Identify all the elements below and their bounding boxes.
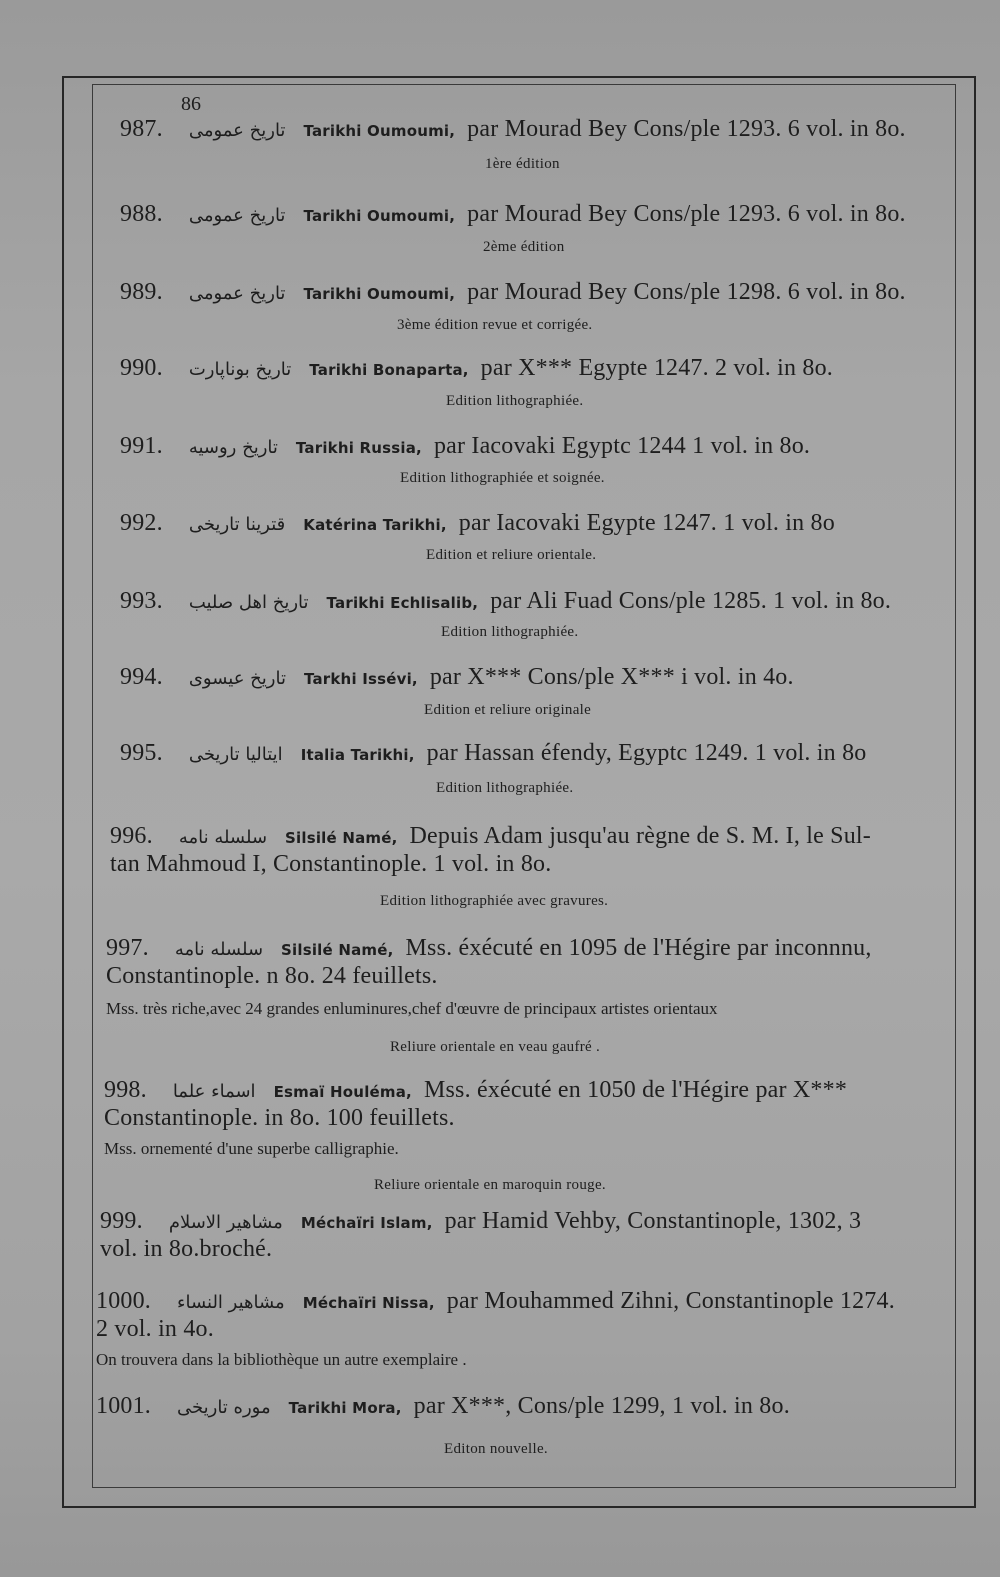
edition-note: 3ème édition revue et corrigée. — [397, 317, 593, 333]
arabic-title: ايتاليا تاريخى — [188, 744, 283, 765]
edition-note: Edition lithographiée. — [446, 393, 584, 409]
entry-details: par X*** Cons/ple X*** i vol. in 4o. — [429, 664, 794, 690]
binding-note: Reliure orientale en maroquin rouge. — [374, 1177, 606, 1193]
transliterated-title: Italia Tarikhi, — [300, 746, 415, 764]
entry-number: 993. — [120, 588, 163, 614]
transliterated-title: Tarikhi Echlisalib, — [326, 594, 479, 612]
entry-number: 988. — [120, 201, 163, 227]
transliterated-title: Tarikhi Oumoumi, — [303, 285, 456, 303]
transliterated-title: Katérina Tarikhi, — [303, 516, 447, 534]
transliterated-title: Tarikhi Russia, — [295, 439, 422, 457]
transliterated-title: Tarikhi Oumoumi, — [303, 207, 456, 225]
edition-note: Edition lithographiée. — [441, 624, 579, 640]
entry-number: 1000. — [96, 1288, 151, 1314]
transliterated-title: Tarikhi Bonaparta, — [309, 361, 469, 379]
binding-note: Reliure orientale en veau gaufré . — [390, 1039, 601, 1055]
entry-number: 997. — [106, 935, 149, 961]
edition-note: Edition lithographiée avec gravures. — [380, 893, 609, 909]
entry-number: 995. — [120, 740, 163, 766]
entry-number: 990. — [120, 355, 163, 381]
edition-note: Editon nouvelle. — [444, 1441, 548, 1457]
entry-number: 999. — [100, 1208, 143, 1234]
entry-details: par Mourad Bey Cons/ple 1298. 6 vol. in 8o. — [467, 279, 906, 305]
entry-details-continued: 2 vol. in 4o. — [96, 1316, 214, 1342]
arabic-title: سلسله نامه — [178, 827, 268, 848]
edition-note: Edition lithographiée et soignée. — [400, 470, 605, 486]
edition-note: 2ème édition — [483, 239, 565, 255]
entry-details: Mss. éxécuté en 1095 de l'Hégire par inconnnu, — [405, 935, 872, 961]
entry-number: 992. — [120, 510, 163, 536]
arabic-title: مشاهير الاسلام — [168, 1212, 283, 1233]
edition-note: 1ère édition — [485, 156, 560, 172]
entry-number: 998. — [104, 1077, 147, 1103]
entry-details: par Iacovaki Egypte 1247. 1 vol. in 8o — [458, 510, 835, 536]
entry-details-continued: Constantinople. n 8o. 24 feuillets. — [106, 963, 438, 989]
entry-details: Mss. éxécuté en 1050 de l'Hégire par X*** — [423, 1077, 848, 1103]
arabic-title: تاريخ عمومى — [188, 205, 286, 226]
entry-details: par Mourad Bey Cons/ple 1293. 6 vol. in 8o. — [467, 201, 906, 227]
arabic-title: تاريخ اهل صليب — [188, 592, 309, 613]
entry-details: par Iacovaki Egyptc 1244 1 vol. in 8o. — [433, 433, 811, 459]
transliterated-title: Tarkhi Issévi, — [303, 670, 418, 688]
edition-note: Edition et reliure originale — [424, 702, 592, 718]
arabic-title: سلسله نامه — [174, 939, 264, 960]
entry-number: 987. — [120, 116, 163, 142]
arabic-title: تاريخ بوناپارت — [188, 359, 292, 380]
manuscript-note: Mss. ornementé d'une superbe calligraphie. — [104, 1139, 399, 1158]
manuscript-note: Mss. très riche,avec 24 grandes enluminures,chef d'œuvre de principaux artistes orientaux — [106, 999, 718, 1018]
page-number: 86 — [181, 93, 201, 115]
arabic-title: قترينا تاريخى — [188, 514, 286, 535]
arabic-title: اسماء علما — [172, 1081, 256, 1102]
arabic-title: تاريخ روسيه — [188, 437, 278, 458]
entry-details: Depuis Adam jusqu'au règne de S. M. I, le Sul- — [409, 823, 871, 849]
transliterated-title: Tarikhi Mora, — [288, 1399, 402, 1417]
transliterated-title: Méchaïri Islam, — [300, 1214, 433, 1232]
arabic-title: تاريخ عيسوى — [188, 668, 286, 689]
entry-number: 996. — [110, 823, 153, 849]
entry-details: par X*** Egypte 1247. 2 vol. in 8o. — [480, 355, 833, 381]
entry-details: par Hassan éfendy, Egyptc 1249. 1 vol. in 8o — [426, 740, 867, 766]
entry-details: par Hamid Vehby, Constantinople, 1302, 3 — [444, 1208, 862, 1234]
arabic-title: تاريخ عمومى — [188, 120, 286, 141]
entry-details: par X***, Cons/ple 1299, 1 vol. in 8o. — [413, 1393, 790, 1419]
edition-note: Edition lithographiée. — [436, 780, 574, 796]
transliterated-title: Silsilé Namé, — [281, 941, 394, 959]
entry-number: 991. — [120, 433, 163, 459]
transliterated-title: Silsilé Namé, — [285, 829, 398, 847]
arabic-title: موره تاريخى — [177, 1397, 271, 1418]
entry-details-continued: vol. in 8o.broché. — [100, 1236, 273, 1262]
entry-details: par Mourad Bey Cons/ple 1293. 6 vol. in 8o. — [467, 116, 906, 142]
entry-details-continued: tan Mahmoud I, Constantinople. 1 vol. in 8o. — [110, 851, 552, 877]
edition-note: Edition et reliure orientale. — [426, 547, 597, 563]
transliterated-title: Esmaï Houléma, — [273, 1083, 412, 1101]
entry-details-continued: Constantinople. in 8o. 100 feuillets. — [104, 1105, 455, 1131]
arabic-title: مشاهير النساء — [177, 1292, 285, 1313]
entry-number: 1001. — [96, 1393, 151, 1419]
transliterated-title: Méchaïri Nissa, — [302, 1294, 435, 1312]
transliterated-title: Tarikhi Oumoumi, — [303, 122, 456, 140]
collection-note: On trouvera dans la bibliothèque un autre exemplaire . — [96, 1350, 467, 1369]
entry-number: 994. — [120, 664, 163, 690]
arabic-title: تاريخ عمومى — [188, 283, 286, 304]
entry-details: par Mouhammed Zihni, Constantinople 1274. — [446, 1288, 895, 1314]
entry-number: 989. — [120, 279, 163, 305]
entry-details: par Ali Fuad Cons/ple 1285. 1 vol. in 8o. — [490, 588, 892, 614]
